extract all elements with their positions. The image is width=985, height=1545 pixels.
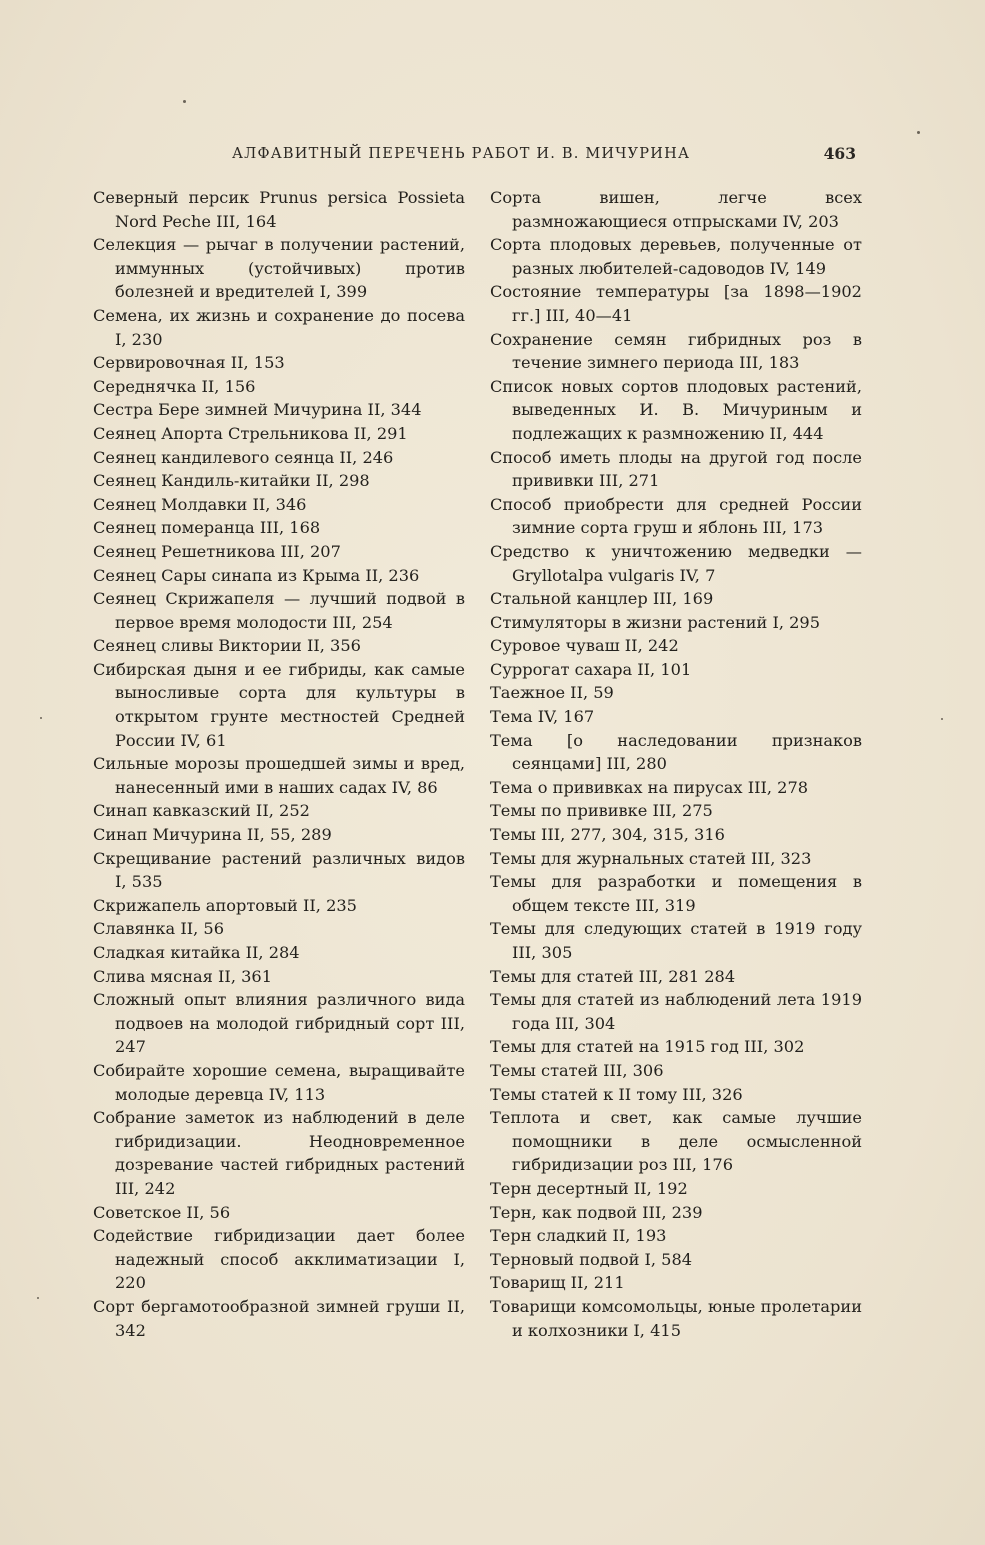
index-entry: Темы для статей III, 281 284 bbox=[490, 966, 736, 986]
index-entry: Способ иметь плоды на другой год после прививки III, 271 bbox=[490, 447, 862, 491]
index-entry: Способ приобрести для средней России зимние сорта груш и яблонь III, 173 bbox=[490, 494, 862, 538]
index-entry: Тема [о наследовании признаков сеянцами] III, 280 bbox=[490, 730, 862, 774]
index-column-right bbox=[490, 186, 862, 1342]
index-entry: Суррогат сахара II, 101 bbox=[490, 659, 692, 679]
index-entry: Сибирская дыня и ее гибриды, как самые выносливые сорта для культуры в открытом грунте местностей Средней России IV, 61 bbox=[93, 659, 465, 750]
index-entry: Темы статей к II тому III, 326 bbox=[490, 1084, 743, 1104]
index-entry: Тема о прививках на пирусах III, 278 bbox=[490, 777, 809, 797]
index-entry: Слива мясная II, 361 bbox=[93, 966, 273, 986]
index-entry: Суровое чуваш II, 242 bbox=[490, 636, 679, 656]
index-entry: Средство к уничтожению медведки — Gryllotalpa vulgaris IV, 7 bbox=[490, 541, 862, 585]
index-entry: Сеянец Апорта Стрельникова II, 291 bbox=[93, 423, 408, 443]
index-entry: Советское II, 56 bbox=[93, 1202, 231, 1222]
index-entry: Темы для разработки и помещения в общем тексте III, 319 bbox=[490, 872, 862, 915]
paper-speck bbox=[37, 1297, 39, 1299]
paper-speck bbox=[183, 100, 186, 103]
index-entry: Сеянец Скрижапеля — лучший подвой в первое время молодости III, 254 bbox=[93, 589, 465, 632]
index-entry: Сеянец померанца III, 168 bbox=[93, 518, 321, 538]
index-entry: Сервировочная II, 153 bbox=[93, 353, 285, 373]
paper-speck bbox=[40, 717, 42, 719]
index-entry: Темы для статей на 1915 год III, 302 bbox=[490, 1037, 805, 1057]
index-entry: Темы III, 277, 304, 315, 316 bbox=[490, 825, 725, 845]
index-entry: Сорт бергамотообразной зимней груши II, 342 bbox=[93, 1296, 465, 1340]
index-entry: Темы для журнальных статей III, 323 bbox=[490, 848, 812, 868]
index-entry: Сеянец кандилевого сеянца II, 246 bbox=[93, 447, 394, 467]
index-entry: Сохранение семян гибридных роз в течение зимнего периода III, 183 bbox=[490, 329, 862, 373]
header-title: АЛФАВИТНЫЙ ПЕРЕЧЕНЬ РАБОТ И. В. МИЧУРИНА bbox=[232, 146, 691, 162]
running-header bbox=[232, 144, 860, 168]
index-entry: Селекция — рычаг в получении растений, иммунных (устойчивых) против болезней и вредителей I, 399 bbox=[93, 235, 465, 302]
index-entry: Собирайте хорошие семена, выращивайте молодые деревца IV, 113 bbox=[93, 1060, 465, 1104]
index-entry: Собрание заметок из наблюдений в деле гибридизации. Неодновременное дозревание частей гибридных растений III, 242 bbox=[93, 1108, 465, 1198]
index-entry: Таежное II, 59 bbox=[490, 683, 614, 703]
index-entry: Сложный опыт влияния различного вида подвоев на молодой гибридный сорт III, 247 bbox=[93, 990, 465, 1057]
index-entry: Северный персик Prunus persica Possieta Nord Peche III, 164 bbox=[93, 188, 465, 231]
index-entry: Сорта вишен, легче всех размножающиеся отпрысками IV, 203 bbox=[490, 188, 862, 231]
index-entry: Семена, их жизнь и сохранение до посева I, 230 bbox=[93, 305, 465, 349]
index-entry: Темы для статей из наблюдений лета 1919 года III, 304 bbox=[490, 990, 862, 1033]
index-entry: Скрещивание растений различных видов I, 535 bbox=[93, 848, 465, 892]
index-entry: Темы для следующих статей в 1919 году III, 305 bbox=[490, 919, 862, 962]
index-entry: Сеянец Сары синапа из Крыма II, 236 bbox=[93, 565, 420, 585]
index-entry: Товарищ II, 211 bbox=[490, 1273, 625, 1293]
index-entry: Славянка II, 56 bbox=[93, 919, 225, 939]
index-entry: Товарищи комсомольцы, юные пролетарии и колхозники I, 415 bbox=[490, 1296, 862, 1340]
index-entry: Стимуляторы в жизни растений I, 295 bbox=[490, 612, 821, 632]
index-entry: Середнячка II, 156 bbox=[93, 376, 256, 396]
index-entry: Сестра Бере зимней Мичурина II, 344 bbox=[93, 400, 422, 420]
index-entry: Темы статей III, 306 bbox=[490, 1060, 664, 1080]
index-entry: Сильные морозы прошедшей зимы и вред, нанесенный ими в наших садах IV, 86 bbox=[93, 754, 465, 797]
paper-speck bbox=[941, 718, 943, 720]
index-entry: Терновый подвой I, 584 bbox=[490, 1249, 693, 1269]
index-entry: Скрижапель апортовый II, 235 bbox=[93, 895, 357, 915]
index-entry: Сладкая китайка II, 284 bbox=[93, 943, 300, 962]
index-entry: Терн десертный II, 192 bbox=[490, 1178, 688, 1198]
paper-speck bbox=[917, 131, 920, 134]
index-entry: Состояние температуры [за 1898—1902 гг.] III, 40—41 bbox=[490, 282, 862, 325]
index-entry: Теплота и свет, как самые лучшие помощники в деле осмысленной гибридизации роз III, 176 bbox=[490, 1108, 862, 1175]
index-entry: Сеянец Кандиль-китайки II, 298 bbox=[93, 471, 370, 491]
index-entry: Содействие гибридизации дает более надежный способ акклиматизации I, 220 bbox=[93, 1226, 465, 1293]
index-entry: Сеянец Молдавки II, 346 bbox=[93, 494, 307, 514]
page-number: 463 bbox=[823, 144, 856, 163]
index-entry: Терн сладкий II, 193 bbox=[490, 1226, 667, 1246]
index-entry: Список новых сортов плодовых растений, выведенных И. В. Мичуриным и подлежащих к размножению II, 444 bbox=[490, 376, 862, 443]
index-entry: Сорта плодовых деревьев, полученные от разных любителей-садоводов IV, 149 bbox=[490, 235, 862, 278]
index-entry: Сеянец Решетникова III, 207 bbox=[93, 541, 341, 561]
index-entry: Синап кавказский II, 252 bbox=[93, 801, 310, 821]
index-entry: Стальной канцлер III, 169 bbox=[490, 589, 714, 609]
index-entry: Тема IV, 167 bbox=[490, 707, 595, 727]
index-column-left bbox=[93, 186, 465, 1342]
index-entry: Темы по прививке III, 275 bbox=[490, 801, 713, 821]
index-entry: Синап Мичурина II, 55, 289 bbox=[93, 825, 332, 845]
index-entry: Терн, как подвой III, 239 bbox=[490, 1202, 703, 1222]
index-entry: Сеянец сливы Виктории II, 356 bbox=[93, 636, 361, 656]
